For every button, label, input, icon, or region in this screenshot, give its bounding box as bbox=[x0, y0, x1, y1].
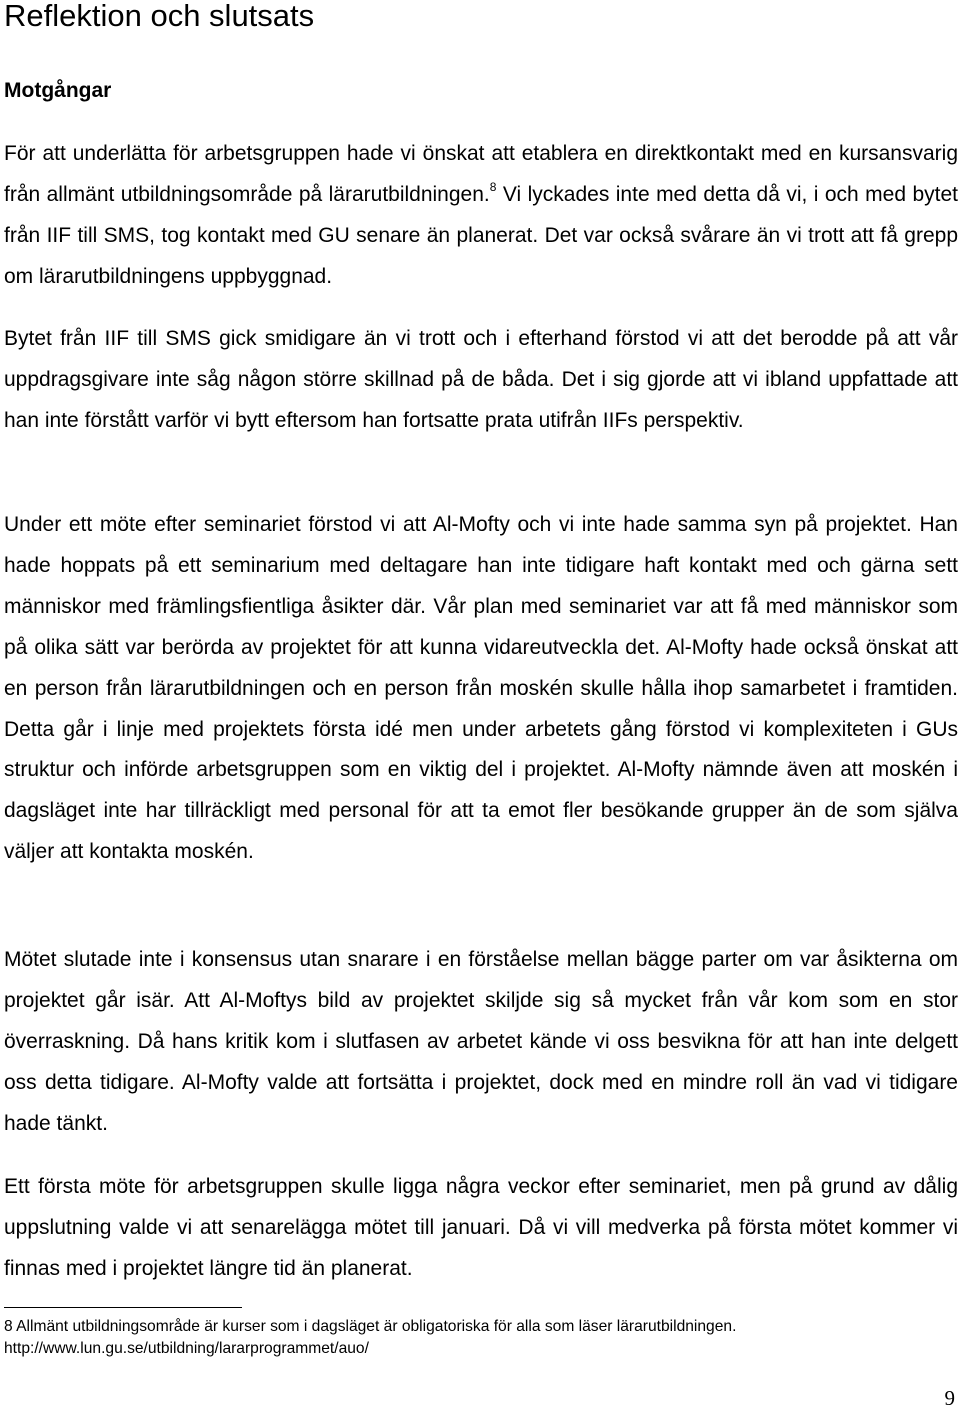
paragraph-2: Bytet från IIF till SMS gick smidigare än vi trott och i efterhand förstod vi att det berodde på att vår uppdragsgivare inte såg någon större skillnad på de båda. Det i sig gjorde att vi ibland uppfattade att han inte förstått varför vi bytt eftersom han fortsatte prata utifrån IIFs perspektiv. bbox=[4, 327, 958, 432]
footnote-text: 8 Allmänt utbildningsområde är kurser som i dagsläget är obligatoriska för alla som läser lärarutbildningen. bbox=[4, 1318, 737, 1335]
paragraph-1-text-before: För att underlätta för arbetsgruppen hade vi önskat att etablera en direktkontakt med en kursansvarig från allmänt utbildningsområde på lärarutbildningen. bbox=[4, 142, 958, 206]
footnote bbox=[4, 1316, 954, 1360]
section-title: Reflektion och slutsats bbox=[4, 0, 315, 33]
footnote-url: http://www.lun.gu.se/utbildning/lararprogrammet/auo/ bbox=[4, 1340, 369, 1357]
paragraph-5: Ett första möte för arbetsgruppen skulle ligga några veckor efter seminariet, men på grund av dålig uppslutning valde vi att senarelägga mötet till januari. Då vi vill medverka på första mötet kommer vi finnas med i projektet längre tid än planerat. bbox=[4, 1175, 958, 1280]
page-number: 9 bbox=[944, 1386, 955, 1410]
footnote-reference: 8 bbox=[489, 179, 497, 194]
paragraph-1 bbox=[4, 134, 958, 298]
subsection-title: Motgångar bbox=[4, 79, 112, 102]
paragraph-4: Mötet slutade inte i konsensus utan snarare i en förståelse mellan bägge parter om var åsikterna om projektet går isär. Att Al-Moftys bild av projektet skiljde sig så mycket från vår kom som en stor överraskning. Då hans kritik kom i slutfasen av arbetet kände vi oss besvikna för att han inte delgett oss detta tidigare. Al-Mofty valde att fortsätta i projektet, dock med en mindre roll än vad vi tidigare hade tänkt. bbox=[4, 948, 958, 1135]
paragraph-1-text-after: Vi lyckades inte med detta då vi, i och med bytet från IIF till SMS, tog kontakt med GU senare än planerat. Det var också svårare än vi trott att få grepp om lärarutbildningens uppbyggnad. bbox=[4, 182, 958, 288]
paragraph-3: Under ett möte efter seminariet förstod vi att Al-Mofty och vi inte hade samma syn på projektet. Han hade hoppats på ett seminarium med deltagare han inte tidigare haft kontakt med och gärna sett människor med främlingsfientliga åsikter där. Vår plan med seminariet var att få med människor som på olika sätt var berörda av projektet för att kunna vidareutveckla det. Al-Mofty hade också önskat att en person från lärarutbildningen och en person från moskén skulle hålla ihop samarbetet i framtiden. Detta går i linje med projektets första idé men under arbetets gång förstod vi komplexiteten i GUs struktur och införde arbetsgruppen som en viktig del i projektet. Al-Mofty nämnde även att moskén i dagsläget inte har tillräckligt med personal för att ta emot fler besökande grupper än de som själva väljer att kontakta moskén. bbox=[4, 513, 958, 864]
footnote-separator bbox=[4, 1307, 242, 1308]
